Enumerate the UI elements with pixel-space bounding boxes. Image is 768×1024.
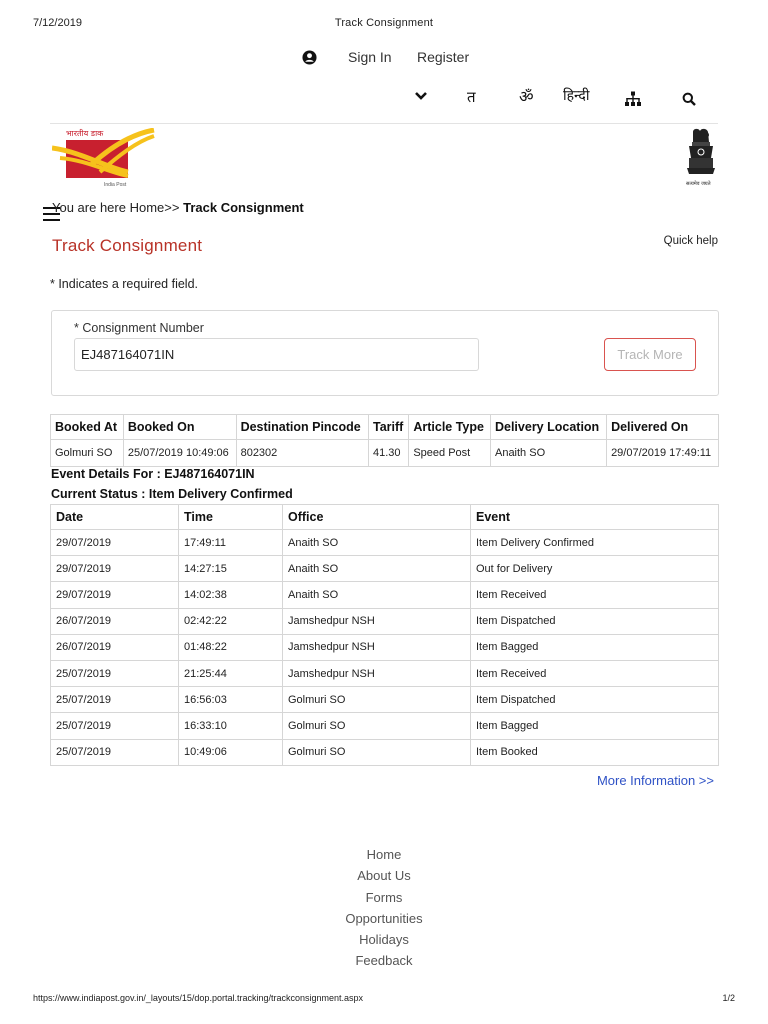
event-row	[51, 556, 719, 582]
event-date-cell: 26/07/2019	[51, 608, 179, 634]
event-description-cell: Item Delivery Confirmed	[471, 530, 719, 556]
summary-header-cell: Tariff	[369, 415, 409, 440]
breadcrumb	[52, 200, 304, 215]
event-row	[51, 634, 719, 660]
required-field-note: * Indicates a required field.	[50, 277, 199, 291]
event-date-cell: 25/07/2019	[51, 713, 179, 739]
events-header-row	[51, 505, 719, 530]
consignment-number-input[interactable]	[74, 338, 479, 371]
summary-header-cell: Destination Pincode	[236, 415, 368, 440]
event-time-cell: 16:33:10	[179, 713, 283, 739]
event-date-cell: 25/07/2019	[51, 687, 179, 713]
summary-cell: 802302	[236, 440, 368, 467]
event-office-cell: Golmuri SO	[283, 713, 471, 739]
event-description-cell: Item Dispatched	[471, 608, 719, 634]
footer-links	[0, 847, 768, 975]
breadcrumb-prefix: You are here	[52, 200, 126, 215]
event-details-table	[50, 504, 719, 766]
footer-link-home[interactable]: Home	[366, 847, 402, 862]
events-header-cell: Date	[51, 505, 179, 530]
event-office-cell: Anaith SO	[283, 582, 471, 608]
event-time-cell: 01:48:22	[179, 634, 283, 660]
event-office-cell: Golmuri SO	[283, 687, 471, 713]
print-url: https://www.indiapost.gov.in/_layouts/15/dop.portal.tracking/trackconsignment.aspx	[33, 993, 364, 1003]
svg-text:सत्यमेव जयते: सत्यमेव जयते	[686, 181, 711, 187]
event-date-cell: 29/07/2019	[51, 582, 179, 608]
event-time-cell: 14:27:15	[179, 556, 283, 582]
summary-header-cell: Delivery Location	[490, 415, 606, 440]
events-header-cell: Office	[283, 505, 471, 530]
language-ta-button[interactable]: त	[467, 88, 476, 106]
summary-header-cell: Booked On	[123, 415, 236, 440]
event-description-cell: Item Bagged	[471, 634, 719, 660]
om-button[interactable]: ॐ	[519, 87, 534, 106]
event-row	[51, 660, 719, 686]
india-post-logo[interactable]	[52, 128, 156, 188]
summary-cell: Golmuri SO	[51, 440, 124, 467]
event-time-cell: 02:42:22	[179, 608, 283, 634]
breadcrumb-current: Track Consignment	[183, 200, 304, 215]
events-header-cell: Time	[179, 505, 283, 530]
hindi-language-button[interactable]: हिन्दी	[563, 88, 590, 104]
breadcrumb-home-link[interactable]: Home>>	[129, 200, 180, 215]
track-more-button[interactable]: Track More	[604, 338, 696, 371]
event-description-cell: Item Dispatched	[471, 687, 719, 713]
event-time-cell: 21:25:44	[179, 660, 283, 686]
event-row	[51, 713, 719, 739]
svg-text:India Post: India Post	[104, 182, 127, 188]
event-time-cell: 14:02:38	[179, 582, 283, 608]
footer-link-opportunities[interactable]: Opportunities	[345, 910, 423, 926]
search-icon[interactable]	[682, 92, 696, 106]
sitemap-icon[interactable]	[624, 91, 642, 107]
sign-in-link[interactable]: Sign In	[348, 49, 392, 65]
booking-summary-table	[50, 414, 719, 467]
national-emblem	[683, 128, 719, 188]
event-row	[51, 530, 719, 556]
event-description-cell: Item Received	[471, 660, 719, 686]
event-office-cell: Jamshedpur NSH	[283, 634, 471, 660]
event-description-cell: Item Received	[471, 582, 719, 608]
header-divider	[50, 123, 718, 124]
summary-header-row	[51, 415, 719, 440]
print-title: Track Consignment	[334, 17, 434, 29]
event-description-cell: Item Booked	[471, 739, 719, 765]
print-date: 7/12/2019	[33, 17, 82, 29]
footer-link-about-us[interactable]: About Us	[357, 868, 411, 884]
event-date-cell: 25/07/2019	[51, 739, 179, 765]
user-icon[interactable]	[302, 50, 317, 65]
event-office-cell: Anaith SO	[283, 530, 471, 556]
chevron-down-icon[interactable]	[413, 90, 429, 102]
summary-cell: 25/07/2019 10:49:06	[123, 440, 236, 467]
event-time-cell: 16:56:03	[179, 687, 283, 713]
event-description-cell: Out for Delivery	[471, 556, 719, 582]
quick-help-link[interactable]: Quick help	[663, 235, 718, 247]
summary-cell: 29/07/2019 17:49:11	[607, 440, 719, 467]
summary-header-cell: Booked At	[51, 415, 124, 440]
footer-link-feedback[interactable]: Feedback	[355, 953, 413, 969]
event-office-cell: Anaith SO	[283, 556, 471, 582]
event-time-cell: 17:49:11	[179, 530, 283, 556]
footer-link-forms[interactable]: Forms	[365, 889, 403, 905]
event-office-cell: Jamshedpur NSH	[283, 660, 471, 686]
event-date-cell: 29/07/2019	[51, 556, 179, 582]
event-row	[51, 687, 719, 713]
event-office-cell: Golmuri SO	[283, 739, 471, 765]
summary-cell: 41.30	[369, 440, 409, 467]
page-title: Track Consignment	[52, 236, 203, 255]
event-description-cell: Item Bagged	[471, 713, 719, 739]
footer-link-holidays[interactable]: Holidays	[359, 932, 409, 948]
event-row	[51, 739, 719, 765]
event-date-cell: 26/07/2019	[51, 634, 179, 660]
summary-cell: Speed Post	[409, 440, 491, 467]
more-information-link[interactable]: More Information >>	[596, 773, 714, 788]
events-header-cell: Event	[471, 505, 719, 530]
event-date-cell: 25/07/2019	[51, 660, 179, 686]
summary-row	[51, 440, 719, 467]
event-details-heading: Event Details For : EJ487164071IN	[51, 467, 255, 481]
event-date-cell: 29/07/2019	[51, 530, 179, 556]
event-row	[51, 608, 719, 634]
summary-header-cell: Article Type	[409, 415, 491, 440]
event-time-cell: 10:49:06	[179, 739, 283, 765]
event-row	[51, 582, 719, 608]
consignment-number-label: * Consignment Number	[74, 321, 204, 335]
summary-header-cell: Delivered On	[607, 415, 719, 440]
event-office-cell: Jamshedpur NSH	[283, 608, 471, 634]
register-link[interactable]: Register	[417, 49, 470, 65]
summary-cell: Anaith SO	[490, 440, 606, 467]
current-status-heading: Current Status : Item Delivery Confirmed	[51, 487, 293, 501]
svg-text:भारतीय डाक: भारतीय डाक	[66, 129, 104, 138]
print-page-number: 1/2	[722, 993, 735, 1003]
